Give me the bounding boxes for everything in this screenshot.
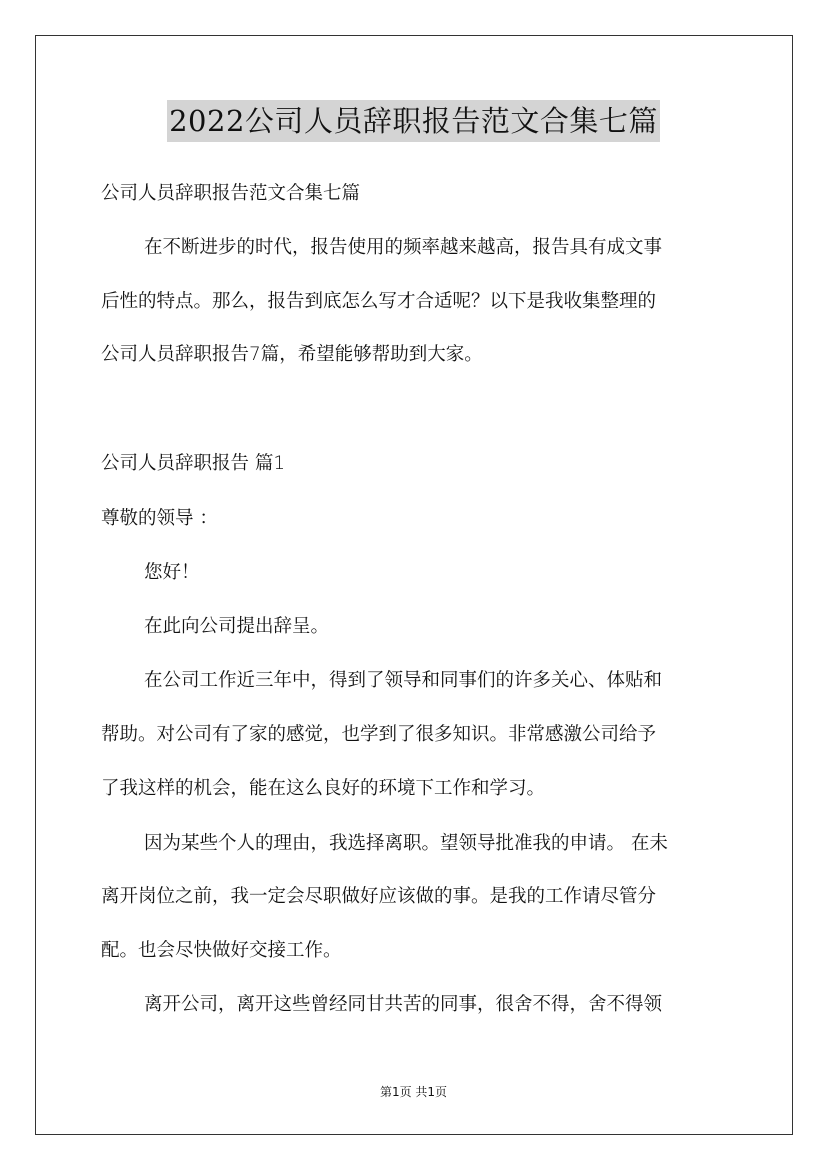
greeting: 您好！ bbox=[144, 562, 200, 583]
body-line-6: 离开岗位之前，我一定会尽职做好应该做的事。是我的工作请尽管分 bbox=[101, 886, 657, 907]
body-line-3: 帮助。对公司有了家的感觉，也学到了很多知识。非常感激公司给予 bbox=[101, 724, 657, 745]
salutation: 尊敬的领导 ： bbox=[101, 508, 218, 529]
body-line-1: 在此向公司提出辞呈。 bbox=[144, 616, 330, 637]
body-line-2: 在公司工作近三年中，得到了领导和同事们的许多关心、体贴和 bbox=[144, 670, 663, 691]
body-line-5: 因为某些个人的理由，我选择离职。望领导批准我的申请。 在未 bbox=[144, 833, 668, 854]
body-line-7: 配。也会尽快做好交接工作。 bbox=[101, 940, 342, 961]
intro-line-1: 在不断进步的时代，报告使用的频率越来越高，报告具有成文事 bbox=[144, 237, 663, 258]
body-line-4: 了我这样的机会，能在这么良好的环境下工作和学习。 bbox=[101, 778, 546, 799]
body-line-8: 离开公司，离开这些曾经同甘共苦的同事，很舍不得，舍不得领 bbox=[144, 994, 663, 1015]
document-title: 2022公司人员辞职报告范文合集七篇 bbox=[167, 100, 660, 142]
section-heading: 公司人员辞职报告 篇1 bbox=[101, 453, 286, 474]
intro-line-2: 后性的特点。那么，报告到底怎么写才合适呢？以下是我收集整理的 bbox=[101, 291, 657, 312]
subtitle: 公司人员辞职报告范文合集七篇 bbox=[101, 183, 361, 204]
title-container bbox=[0, 100, 827, 142]
intro-line-3: 公司人员辞职报告7篇，希望能够帮助到大家。 bbox=[101, 344, 483, 365]
page-number-footer: 第1页 共1页 bbox=[379, 1085, 448, 1099]
